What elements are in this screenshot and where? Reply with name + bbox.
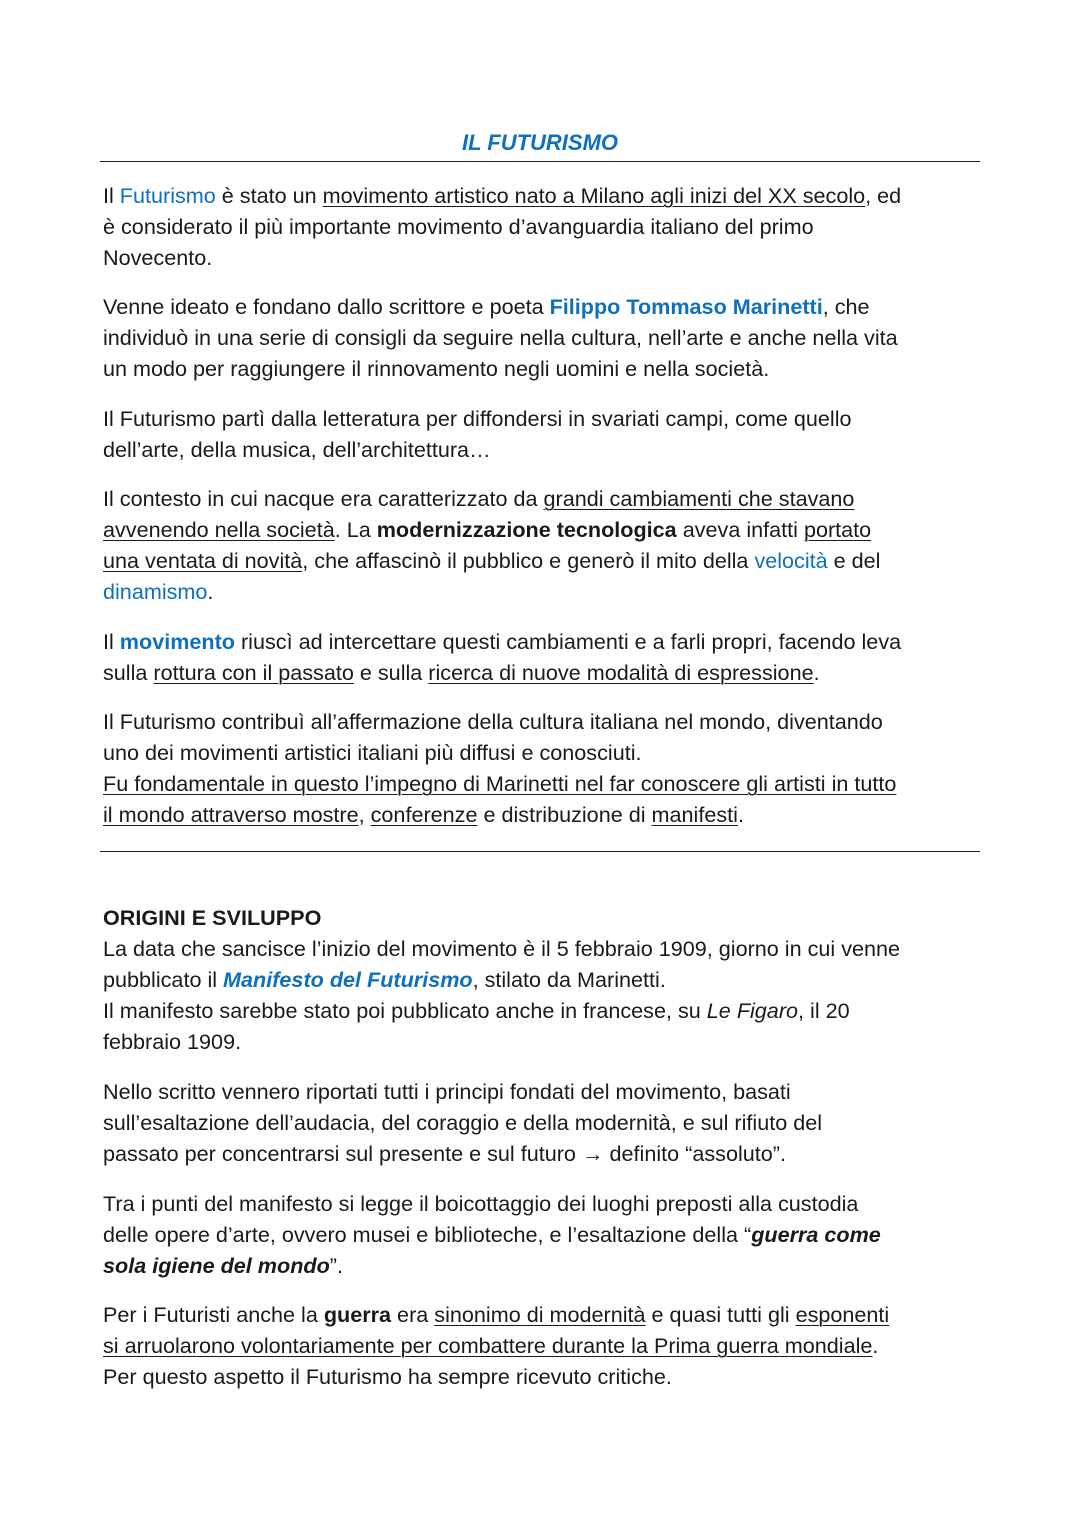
dinamismo-term: dinamismo (103, 579, 208, 604)
velocita-term: velocità (754, 548, 828, 573)
page-title: IL FUTURISMO (461, 130, 619, 155)
manifesto-points-paragraph: Tra i punti del manifesto si legge il boicottaggio dei luoghi preposti alla custodia delle opere d’arte, ovvero musei e biblioteche, e l’esaltazione della “guerra come sola igiene del mondo”. (103, 1191, 881, 1278)
principles-paragraph: Nello scritto vennero riportati tutti i principi fondati del movimento, basati sull’esaltazione dell’audacia, del coraggio e della modernità, e sul rifiuto del passato per concentrarsi sul presente e sul futuro → definito “assoluto”. (103, 1076, 988, 1169)
war-paragraph: Per i Futuristi anche la guerra era sinonimo di modernità e quasi tutti gli esponenti si arruolarono volontariamente per combattere durante la Prima guerra mondiale. Per questo aspetto il Futurismo ha sempre ricevuto critiche. (103, 1302, 890, 1389)
marinetti-name: Filippo Tommaso Marinetti (549, 294, 823, 319)
context-paragraph: Il contesto in cui nacque era caratterizzato da grandi cambiamenti che stavano avvenendo nella società. La modernizzazione tecnologica aveva infatti portato una ventata di novità, che affascinò il pubblico e generò il mito della velocità e del dinamismo. (103, 486, 881, 604)
founder-paragraph: Venne ideato e fondano dallo scrittore e poeta Filippo Tommaso Marinetti, che individuò in una serie di consigli da seguire nella cultura, nell’arte e anche nella vita un modo per raggiungere il rinnovamento negli uomini e nella società. (103, 294, 898, 381)
le-figaro: Le Figaro (706, 998, 799, 1023)
movimento-term: movimento (119, 629, 235, 654)
origin-paragraph: La data che sancisce l’inizio del movimento è il 5 febbraio 1909, giorno in cui venne pubblicato il Manifesto del Futurismo, stilato da Marinetti. Il manifesto sarebbe stato poi pubblicato anche in francese, su Le Figaro, il 20 febbraio 1909. (103, 936, 901, 1054)
movement-paragraph: Il movimento riuscì ad intercettare questi cambiamenti e a farli propri, facendo leva sulla rottura con il passato e sulla ricerca di nuove modalità di espressione. (103, 629, 902, 685)
section-divider (100, 851, 980, 852)
right-arrow-icon: → (581, 1141, 604, 1166)
intro-paragraph: Il Futurismo è stato un movimento artistico nato a Milano agli inizi del XX secolo, ed è considerato il più importante movimento d’avanguardia italiano del primo Novecento. (103, 183, 902, 270)
section-heading: ORIGINI E SVILUPPO (103, 905, 322, 930)
manifesto-title: Manifesto del Futurismo (223, 967, 473, 992)
affirmation-paragraph: Il Futurismo contribuì all’affermazione della cultura italiana nel mondo, diventando uno dei movimenti artistici italiani più diffusi e conosciuti. Fu fondamentale in questo l’impegno di Marinetti nel far conoscere gli artisti in tutto il mondo attraverso mostre, conferenze e distribuzione di manifesti. (103, 709, 897, 827)
futurismo-term: Futurismo (119, 183, 216, 208)
diffusion-paragraph: Il Futurismo partì dalla letteratura per diffondersi in svariati campi, come quello dell’arte, della musica, dell’architettura… (103, 406, 852, 462)
title-divider (100, 161, 980, 162)
